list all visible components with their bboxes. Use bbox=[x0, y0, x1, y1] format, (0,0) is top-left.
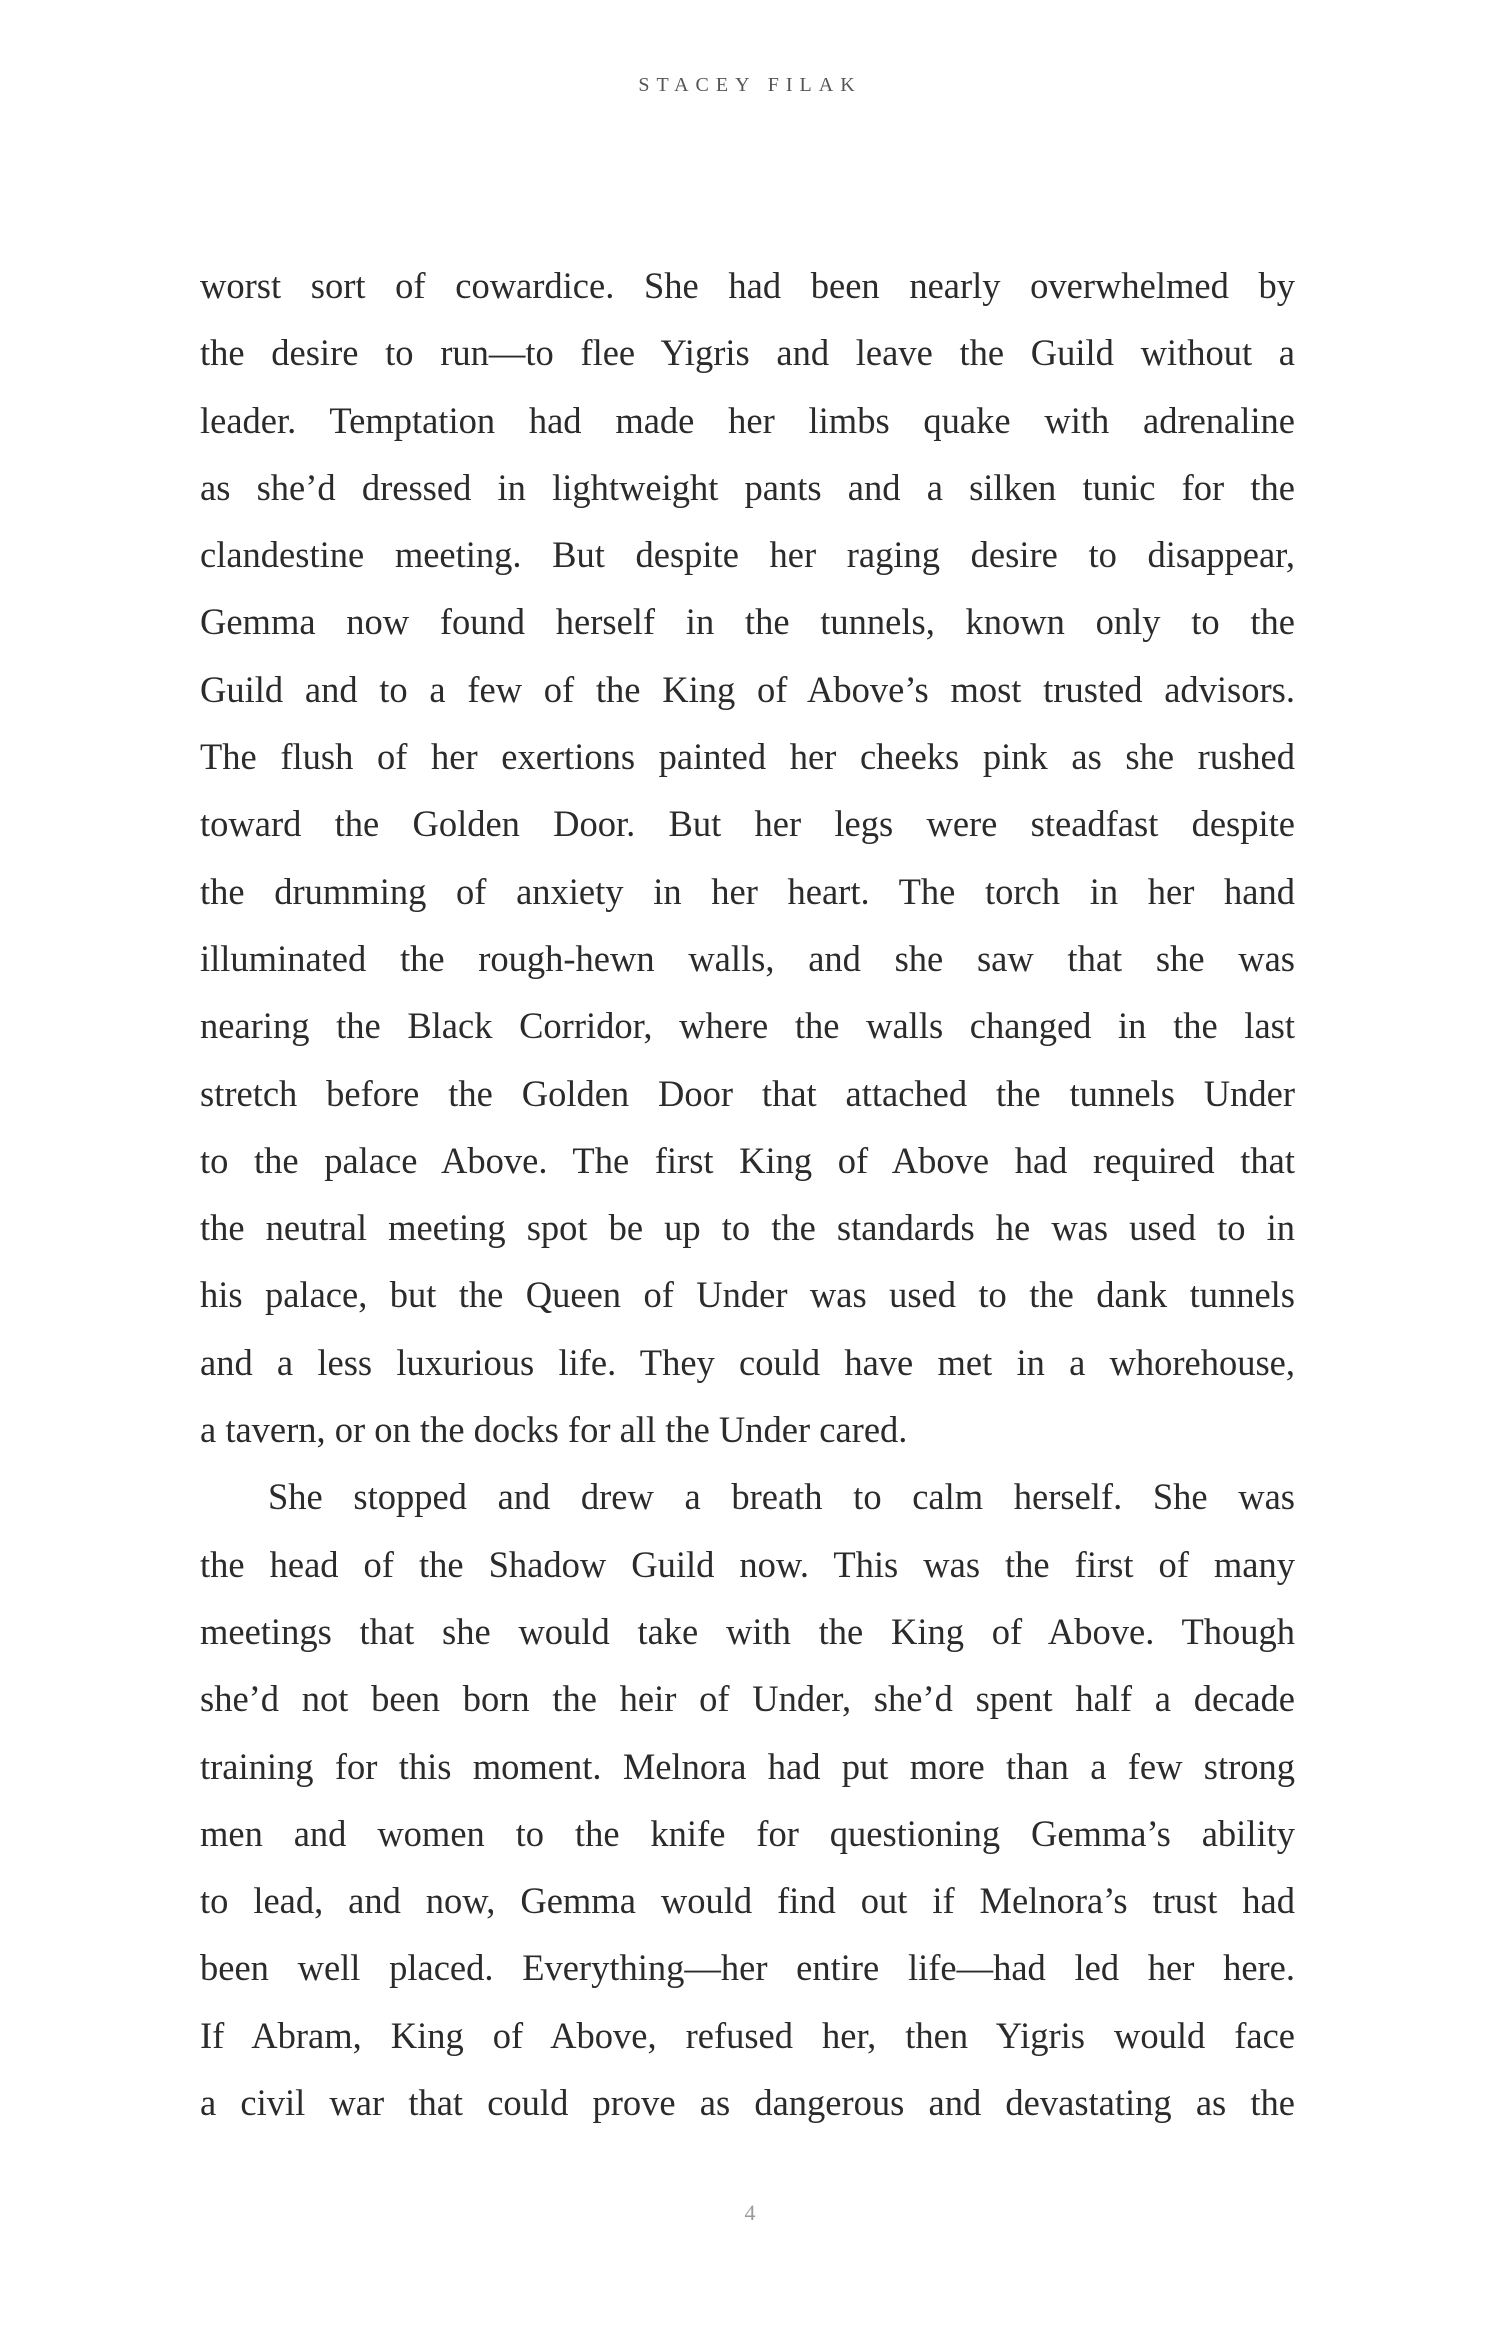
text-line: she’d not been born the heir of Under, she’d spent half a decade bbox=[200, 1678, 1295, 1720]
page-number: 4 bbox=[744, 2200, 756, 2225]
text-line: Guild and to a few of the King of Above’s most trusted advisors. bbox=[200, 668, 1295, 710]
text-line: as she’d dressed in lightweight pants and a silken tunic for the bbox=[200, 466, 1295, 508]
text-line: If Abram, King of Above, refused her, then Yigris would face bbox=[200, 2014, 1295, 2056]
text-line: stretch before the Golden Door that attached the tunnels Under bbox=[200, 1072, 1295, 1114]
text-line: the head of the Shadow Guild now. This was the first of many bbox=[200, 1543, 1295, 1585]
paragraph-2 bbox=[200, 1463, 1295, 2136]
text-line: to lead, and now, Gemma would find out if Melnora’s trust had bbox=[200, 1880, 1295, 1922]
text-line: men and women to the knife for questioning Gemma’s ability bbox=[200, 1812, 1295, 1854]
text-line: a civil war that could prove as dangerous and devastating as the bbox=[200, 2082, 1295, 2124]
text-line: the desire to run—to flee Yigris and leave the Guild without a bbox=[200, 332, 1295, 374]
text-line: the drumming of anxiety in her heart. The torch in her hand bbox=[200, 870, 1295, 912]
text-line: a tavern, or on the docks for all the Under cared. bbox=[200, 1409, 908, 1451]
text-line: She stopped and drew a breath to calm herself. She was bbox=[268, 1476, 1295, 1518]
text-line: meetings that she would take with the King of Above. Though bbox=[200, 1610, 1295, 1652]
running-head: STACEY FILAK bbox=[638, 74, 862, 96]
text-line: toward the Golden Door. But her legs were steadfast despite bbox=[200, 803, 1295, 845]
text-line: and a less luxurious life. They could have met in a whorehouse, bbox=[200, 1341, 1295, 1383]
text-line: clandestine meeting. But despite her raging desire to disappear, bbox=[200, 534, 1295, 576]
text-line: nearing the Black Corridor, where the walls changed in the last bbox=[200, 1005, 1295, 1047]
text-line: to the palace Above. The first King of Above had required that bbox=[200, 1139, 1295, 1181]
text-line: the neutral meeting spot be up to the standards he was used to in bbox=[200, 1207, 1295, 1249]
body-text bbox=[200, 252, 1295, 2136]
text-line: Gemma now found herself in the tunnels, known only to the bbox=[200, 601, 1295, 643]
text-line: illuminated the rough-hewn walls, and she saw that she was bbox=[200, 937, 1295, 979]
text-line: his palace, but the Queen of Under was used to the dank tunnels bbox=[200, 1274, 1295, 1316]
text-line: been well placed. Everything—her entire life—had led her here. bbox=[200, 1947, 1295, 1989]
text-line: worst sort of cowardice. She had been nearly overwhelmed by bbox=[200, 265, 1295, 306]
paragraph-1 bbox=[200, 252, 1295, 1463]
text-line: training for this moment. Melnora had put more than a few strong bbox=[200, 1745, 1295, 1787]
text-line: The flush of her exertions painted her cheeks pink as she rushed bbox=[200, 736, 1295, 778]
text-line: leader. Temptation had made her limbs quake with adrenaline bbox=[200, 399, 1295, 441]
